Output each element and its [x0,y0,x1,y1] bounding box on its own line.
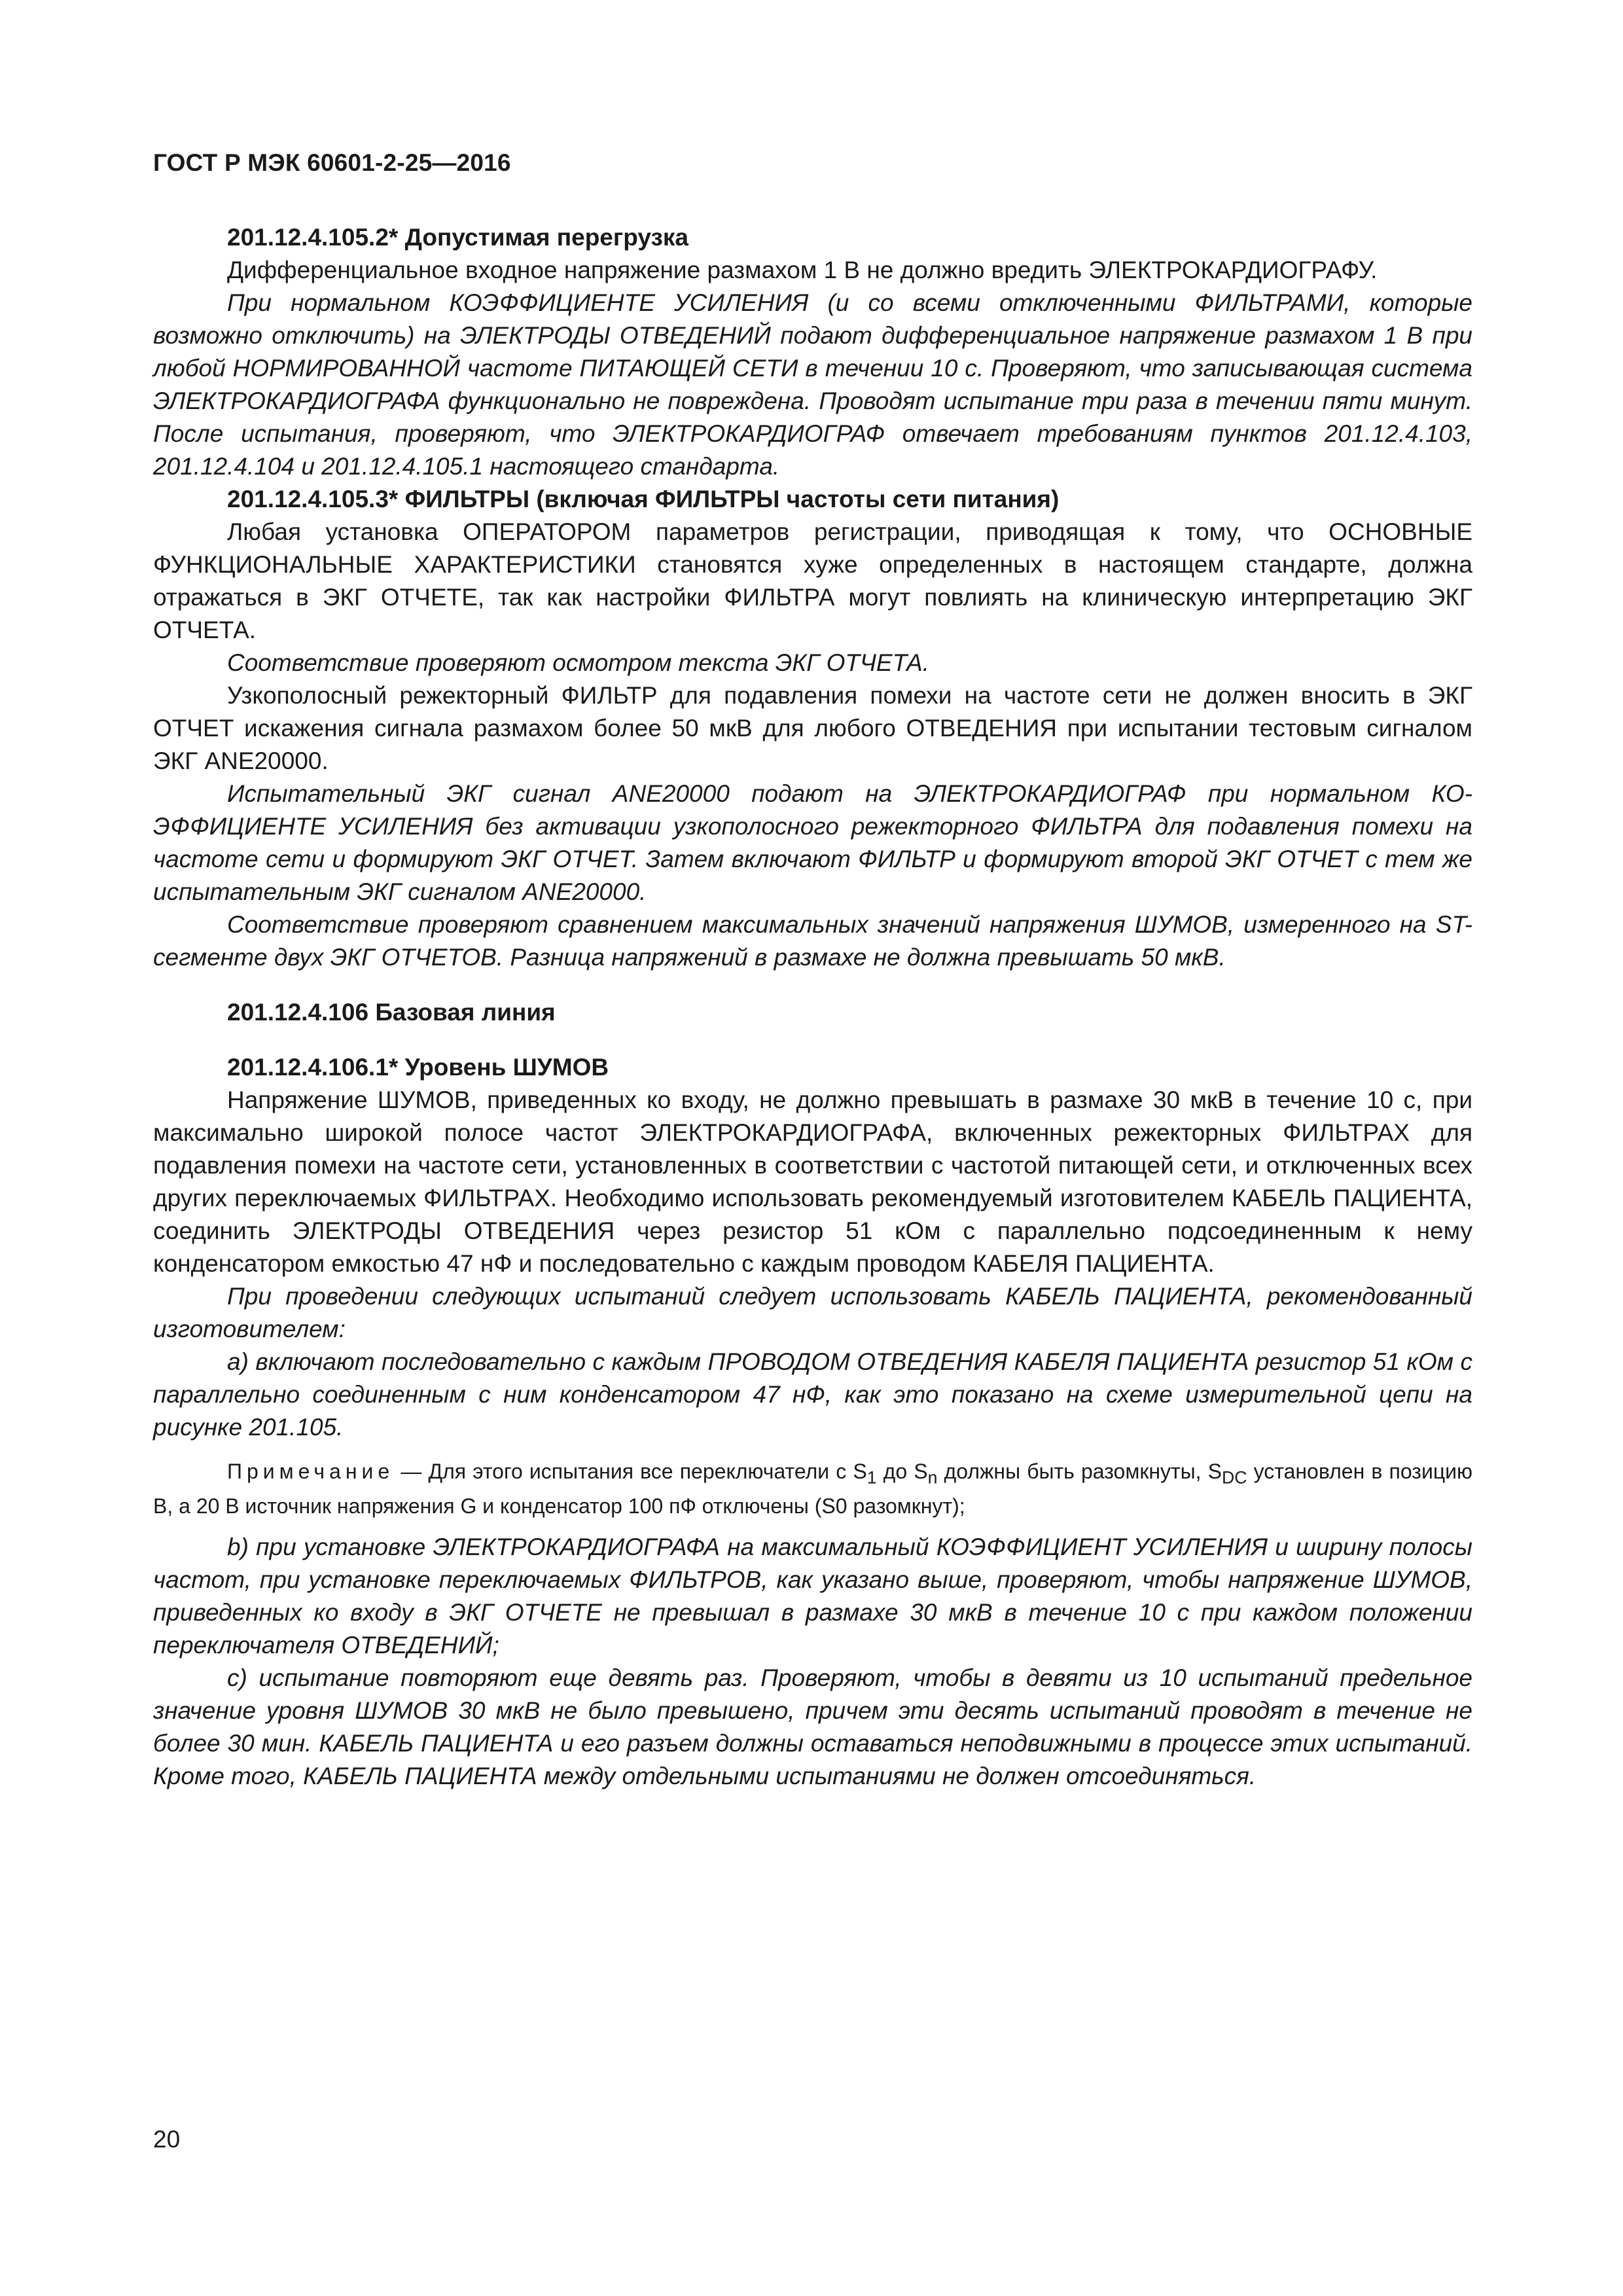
document-header: ГОСТ Р МЭК 60601-2-25—2016 [153,149,511,176]
note-text: должны быть разомкнуты, S [937,1460,1222,1483]
note-text: — Для этого испытания все переключатели с S [394,1460,867,1483]
note-subscript: n [927,1467,938,1488]
section-heading-noise-level: 201.12.4.106.1* Уровень ШУМОВ [227,1054,609,1081]
paragraph-overload-test: При нормальном КОЭФФИЦИЕНТЕ УСИЛЕНИЯ (и со всеми отключенными ФИЛЬТРАМИ, которые возможно отключить) на ЭЛЕКТРОДЫ ОТВЕДЕНИЙ подают дифференциальное напряжение размахом 1 В при любой НОРМИРОВАННОЙ частоте ПИТАЮЩЕЙ СЕТИ в течении 10 с. Проверяют, что записывающая система ЭЛЕКТРОКАРДИОГРАФА функционально не повреждена. Проводят испытание три раза в течении пяти минут. После испытания, проверяют, что ЭЛЕКТРОКАРДИОГРАФ отвечает требованиям пунктов 201.12.4.103, 201.12.4.104 и 201.12.4.105.1 настоящего стандарта. [153,289,1472,480]
note-label: Примечание [227,1460,395,1483]
note-text: установлен в позицию В, а 20 В источник напряжения G и конденсатор 100 пФ отключены (S0 разомкнут); [153,1460,1473,1518]
note-subscript: DC [1222,1467,1247,1488]
paragraph-noise-step-c: с) испытание повторяют еще девять раз. Проверяют, чтобы в девяти из 10 испытаний предельное значение уровня ШУМОВ 30 мкВ не было превышено, причем эти десять испытаний проводят в течение не более 30 мин. КАБЕЛЬ ПАЦИЕНТА и его разъем должны оставаться неподвижными в процессе этих испытаний. Кроме того, КАБЕЛЬ ПАЦИЕНТА между отдельными испытаниями не должен отсоединяться. [153,1664,1472,1790]
note-subscript: 1 [866,1467,877,1488]
paragraph-notch-compliance: Соответствие проверяют сравнением максимальных значений напряжения ШУМОВ, измеренного на ST-сегменте двух ЭКГ ОТЧЕТОВ. Разница напряжений в размахе не должна превышать 50 мкВ. [153,911,1472,971]
paragraph-notch-filter: Узкополосный режекторный ФИЛЬТР для подавления помехи на частоте сети не должен вносить в ЭКГ ОТЧЕТ искажения сигнала размахом более 50 мкВ для любого ОТВЕДЕНИЯ при испытании тестовым сигналом ЭКГ ANE20000. [153,682,1472,774]
section-heading-filters: 201.12.4.105.3* ФИЛЬТРЫ (включая ФИЛЬТРЫ частоты сети питания) [227,486,1060,512]
paragraph-noise-requirement: Напряжение ШУМОВ, приведенных ко входу, не должно превышать в размахе 30 мкВ в течение 10 с, при максимально широкой полосе частот ЭЛЕКТРОКАРДИОГРАФА, включенных режекторных ФИЛЬТРАХ для подавления помехи на частоте сети, установленных в соответствии с частотой питающей сети, и отключенных всех других переключаемых ФИЛЬТРАХ. Необходимо использовать рекомендуемый изготовителем КАБЕЛЬ ПАЦИЕНТА, соединить ЭЛЕКТРОДЫ ОТВЕДЕНИЯ через резистор 51 кОм с параллельно подсоединенным к нему конденсатором емкостью 47 нФ и последовательно с каждым проводом КАБЕЛЯ ПАЦИЕНТА. [153,1086,1472,1277]
page-number: 20 [153,2126,181,2153]
paragraph-noise-step-b: b) при установке ЭЛЕКТРОКАРДИОГРАФА на максимальный КОЭФФИЦИЕНТ УСИЛЕНИЯ и ширину полосы частот, при установке переключаемых ФИЛЬТРОВ, как указано выше, проверяют, чтобы напряжение ШУМОВ, приведенных ко входу в ЭКГ ОТЧЕТЕ не превышал в размахе 30 мкВ в течение 10 с при каждом положении переключателя ОТВЕДЕНИЙ; [153,1534,1472,1659]
paragraph-noise-test-intro: При проведении следующих испытаний следует использовать КАБЕЛЬ ПАЦИЕНТА, рекомендованный изготовителем: [153,1283,1472,1342]
paragraph-overload-requirement: Дифференциальное входное напряжение размахом 1 В не должно вредить ЭЛЕКТРОКАРДИОГРАФУ. [227,257,1378,283]
note-text: до S [876,1460,928,1483]
paragraph-filters-compliance: Соответствие проверяют осмотром текста ЭКГ ОТЧЕТА. [227,649,929,676]
paragraph-notch-test: Испытательный ЭКГ сигнал ANE20000 подают на ЭЛЕКТРОКАРДИОГРАФ при нормальном КОЭФФИЦИЕНТЕ УСИЛЕНИЯ без активации узкополосного режекторного ФИЛЬТРА для подавления помехи на частоте сети и формируют ЭКГ ОТЧЕТ. Затем включают ФИЛЬТР и формируют второй ЭКГ ОТЧЕТ с тем же испытательным ЭКГ сигналом ANE20000. [153,780,1472,905]
paragraph-noise-step-a: а) включают последовательно с каждым ПРОВОДОМ ОТВЕДЕНИЯ КАБЕЛЯ ПАЦИЕНТА резистор 51 кОм с параллельно соединенным с ним конденсатором 47 нФ, как это показано на схеме измерительной цепи на рисунке 201.105. [153,1348,1472,1441]
paragraph-filters-requirement: Любая установка ОПЕРАТОРОМ параметров регистрации, приводящая к тому, что ОСНОВНЫЕ ФУНКЦИОНАЛЬНЫЕ ХАРАКТЕРИСТИКИ становятся хуже определенных в настоящем стандарте, должна отражаться в ЭКГ ОТЧЕТЕ, так как настройки ФИЛЬТРА могут повлиять на клиническую интерпретацию ЭКГ ОТЧЕТА. [153,518,1472,643]
document-body [153,221,1472,1793]
note [153,1457,1472,1520]
section-heading-overload: 201.12.4.105.2* Допустимая перегрузка [227,224,688,251]
section-heading-baseline: 201.12.4.106 Базовая линия [227,999,556,1026]
